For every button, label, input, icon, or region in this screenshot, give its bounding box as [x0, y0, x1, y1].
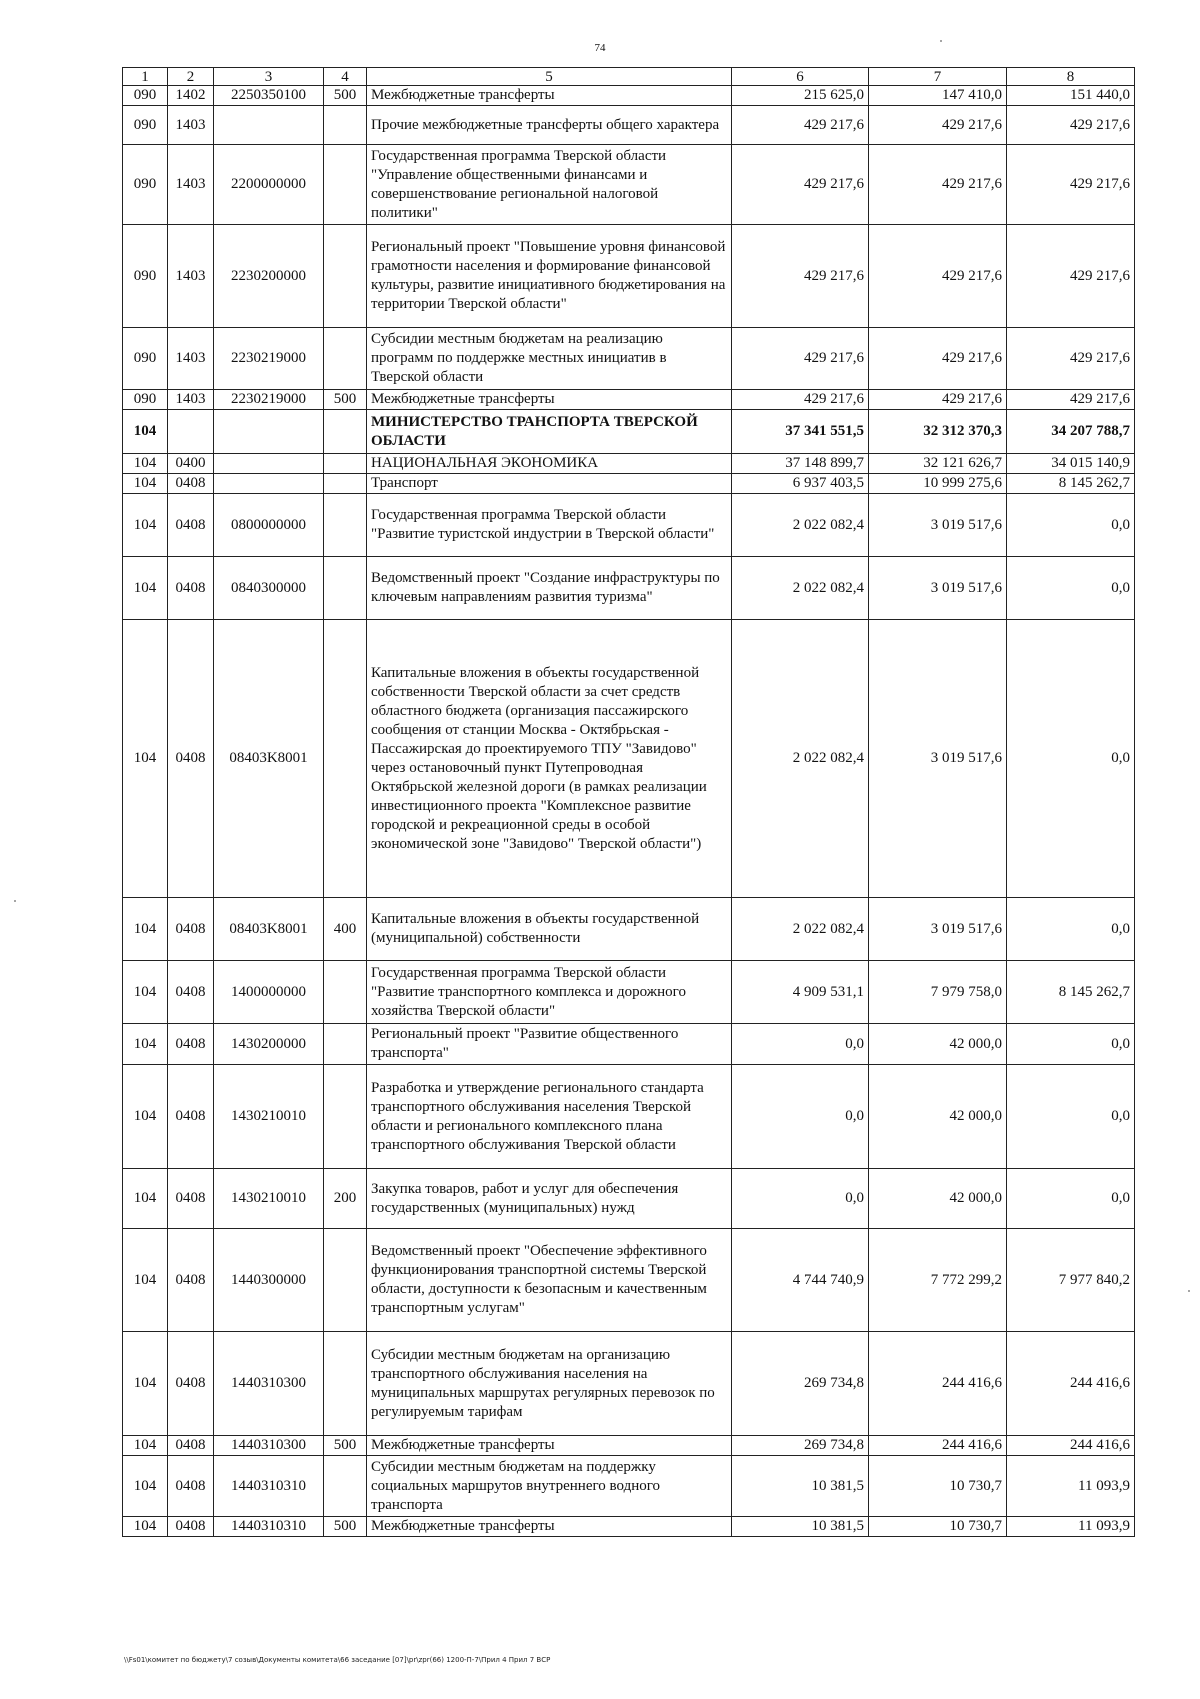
description-cell: Межбюджетные трансферты	[367, 1436, 732, 1456]
amount-col-7-cell: 32 312 370,3	[869, 410, 1007, 454]
amount-col-6-cell: 0,0	[732, 1024, 869, 1065]
amount-col-8-cell: 0,0	[1007, 1024, 1135, 1065]
table-row	[123, 474, 1135, 494]
ministry-code-cell: 104	[123, 1456, 168, 1517]
amount-col-6-cell: 37 341 551,5	[732, 410, 869, 454]
target-article-cell: 2230219000	[214, 328, 324, 390]
ministry-code-cell: 104	[123, 410, 168, 454]
ministry-code-cell: 104	[123, 620, 168, 898]
amount-col-6-cell: 429 217,6	[732, 328, 869, 390]
column-header-1: 1	[123, 68, 168, 86]
amount-col-7-cell: 42 000,0	[869, 1024, 1007, 1065]
amount-col-6-cell: 6 937 403,5	[732, 474, 869, 494]
target-article-cell	[214, 454, 324, 474]
amount-col-6-cell: 2 022 082,4	[732, 898, 869, 961]
section-code-cell: 0408	[168, 1456, 214, 1517]
table-body	[123, 86, 1135, 1537]
table-row	[123, 390, 1135, 410]
column-header-6: 6	[732, 68, 869, 86]
amount-col-8-cell: 0,0	[1007, 1065, 1135, 1169]
amount-col-8-cell: 429 217,6	[1007, 106, 1135, 145]
expense-type-cell	[324, 1332, 367, 1436]
description-cell: Межбюджетные трансферты	[367, 1517, 732, 1537]
expense-type-cell	[324, 145, 367, 225]
amount-col-7-cell: 3 019 517,6	[869, 620, 1007, 898]
table-row	[123, 1332, 1135, 1436]
amount-col-8-cell: 244 416,6	[1007, 1332, 1135, 1436]
description-cell: Капитальные вложения в объекты государственной собственности Тверской области за счет средств областного бюджета (организация пассажирского сообщения от станции Москва - Октябрьская - Пассажирская до проектируемого ТПУ "Завидово" через остановочный пункт Путепроводная Октябрьской железной дороги (в рамках реализации инвестиционного проекта "Комплексное развитие городской и рекреационной среды в особой экономической зоне "Завидово" Тверской области")	[367, 620, 732, 898]
target-article-cell: 1430210010	[214, 1065, 324, 1169]
expense-type-cell	[324, 474, 367, 494]
ministry-code-cell: 104	[123, 1229, 168, 1332]
amount-col-6-cell: 429 217,6	[732, 145, 869, 225]
section-code-cell: 1403	[168, 145, 214, 225]
amount-col-7-cell: 244 416,6	[869, 1332, 1007, 1436]
target-article-cell: 0840300000	[214, 557, 324, 620]
amount-col-8-cell: 0,0	[1007, 557, 1135, 620]
ministry-code-cell: 090	[123, 390, 168, 410]
target-article-cell: 08403K8001	[214, 620, 324, 898]
expense-type-cell: 500	[324, 1517, 367, 1537]
amount-col-6-cell: 0,0	[732, 1169, 869, 1229]
table-row	[123, 225, 1135, 328]
scan-speck	[14, 900, 16, 902]
description-cell: Прочие межбюджетные трансферты общего характера	[367, 106, 732, 145]
amount-col-8-cell: 34 015 140,9	[1007, 454, 1135, 474]
target-article-cell: 1440310300	[214, 1332, 324, 1436]
amount-col-6-cell: 215 625,0	[732, 86, 869, 106]
expense-type-cell	[324, 1024, 367, 1065]
expense-type-cell	[324, 557, 367, 620]
budget-table	[122, 67, 1135, 1537]
target-article-cell: 1440300000	[214, 1229, 324, 1332]
amount-col-6-cell: 37 148 899,7	[732, 454, 869, 474]
amount-col-8-cell: 429 217,6	[1007, 145, 1135, 225]
section-code-cell: 1403	[168, 328, 214, 390]
table-row	[123, 1456, 1135, 1517]
amount-col-7-cell: 244 416,6	[869, 1436, 1007, 1456]
description-cell: Государственная программа Тверской области "Развитие транспортного комплекса и дорожного хозяйства Тверской области"	[367, 961, 732, 1024]
expense-type-cell: 500	[324, 390, 367, 410]
expense-type-cell	[324, 328, 367, 390]
description-cell: Межбюджетные трансферты	[367, 390, 732, 410]
table-row	[123, 898, 1135, 961]
amount-col-6-cell: 4 744 740,9	[732, 1229, 869, 1332]
ministry-code-cell: 090	[123, 106, 168, 145]
amount-col-8-cell: 0,0	[1007, 620, 1135, 898]
amount-col-7-cell: 10 730,7	[869, 1517, 1007, 1537]
table-row	[123, 86, 1135, 106]
column-header-5: 5	[367, 68, 732, 86]
column-header-4: 4	[324, 68, 367, 86]
ministry-code-cell: 104	[123, 557, 168, 620]
amount-col-7-cell: 3 019 517,6	[869, 557, 1007, 620]
expense-type-cell: 500	[324, 86, 367, 106]
expense-type-cell	[324, 1229, 367, 1332]
amount-col-8-cell: 429 217,6	[1007, 390, 1135, 410]
ministry-code-cell: 104	[123, 898, 168, 961]
ministry-code-cell: 104	[123, 961, 168, 1024]
section-code-cell: 0408	[168, 494, 214, 557]
section-code-cell: 1403	[168, 106, 214, 145]
amount-col-7-cell: 147 410,0	[869, 86, 1007, 106]
description-cell: Региональный проект "Повышение уровня финансовой грамотности населения и формирование финансовой культуры, развитие инициативного бюджетирования на территории Тверской области"	[367, 225, 732, 328]
target-article-cell: 2230219000	[214, 390, 324, 410]
expense-type-cell	[324, 225, 367, 328]
section-code-cell: 0408	[168, 1332, 214, 1436]
ministry-code-cell: 090	[123, 86, 168, 106]
amount-col-7-cell: 429 217,6	[869, 225, 1007, 328]
table-row	[123, 1436, 1135, 1456]
table-row	[123, 410, 1135, 454]
amount-col-7-cell: 429 217,6	[869, 145, 1007, 225]
amount-col-8-cell: 0,0	[1007, 1169, 1135, 1229]
amount-col-6-cell: 4 909 531,1	[732, 961, 869, 1024]
column-header-8: 8	[1007, 68, 1135, 86]
ministry-code-cell: 090	[123, 328, 168, 390]
amount-col-6-cell: 2 022 082,4	[732, 620, 869, 898]
target-article-cell: 1400000000	[214, 961, 324, 1024]
ministry-code-cell: 104	[123, 1065, 168, 1169]
amount-col-6-cell: 2 022 082,4	[732, 494, 869, 557]
column-header-3: 3	[214, 68, 324, 86]
table-row	[123, 454, 1135, 474]
expense-type-cell	[324, 410, 367, 454]
table-row	[123, 1169, 1135, 1229]
amount-col-8-cell: 244 416,6	[1007, 1436, 1135, 1456]
target-article-cell	[214, 410, 324, 454]
amount-col-7-cell: 429 217,6	[869, 106, 1007, 145]
amount-col-8-cell: 11 093,9	[1007, 1517, 1135, 1537]
expense-type-cell	[324, 454, 367, 474]
target-article-cell: 2230200000	[214, 225, 324, 328]
description-cell: Субсидии местным бюджетам на организацию транспортного обслуживания населения на муниципальных маршрутах регулярных перевозок по регулируемым тарифам	[367, 1332, 732, 1436]
ministry-code-cell: 104	[123, 454, 168, 474]
amount-col-8-cell: 429 217,6	[1007, 328, 1135, 390]
section-code-cell: 1402	[168, 86, 214, 106]
description-cell: Разработка и утверждение регионального стандарта транспортного обслуживания населения Тверской области и регионального комплексного плана транспортного обслуживания Тверской области	[367, 1065, 732, 1169]
target-article-cell	[214, 106, 324, 145]
file-path-footer: \\Fs01\комитет по бюджету\7 созыв\Документы комитета\66 заседание [07]\pr\zpr(66) 1200-П-7\Прил 4 Прил 7 ВСР	[124, 1656, 551, 1664]
section-code-cell: 0408	[168, 1169, 214, 1229]
section-code-cell: 0408	[168, 557, 214, 620]
amount-col-8-cell: 8 145 262,7	[1007, 961, 1135, 1024]
description-cell: МИНИСТЕРСТВО ТРАНСПОРТА ТВЕРСКОЙ ОБЛАСТИ	[367, 410, 732, 454]
description-cell: Ведомственный проект "Создание инфраструктуры по ключевым направлениям развития туризма"	[367, 557, 732, 620]
target-article-cell: 1440310310	[214, 1517, 324, 1537]
description-cell: Государственная программа Тверской области "Управление общественными финансами и совершенствование региональной налоговой политики"	[367, 145, 732, 225]
amount-col-6-cell: 10 381,5	[732, 1517, 869, 1537]
amount-col-7-cell: 42 000,0	[869, 1169, 1007, 1229]
amount-col-6-cell: 429 217,6	[732, 390, 869, 410]
amount-col-6-cell: 2 022 082,4	[732, 557, 869, 620]
description-cell: Субсидии местным бюджетам на реализацию программ по поддержке местных инициатив в Тверской области	[367, 328, 732, 390]
expense-type-cell: 400	[324, 898, 367, 961]
section-code-cell: 0408	[168, 898, 214, 961]
table-row	[123, 145, 1135, 225]
ministry-code-cell: 104	[123, 494, 168, 557]
target-article-cell: 1440310310	[214, 1456, 324, 1517]
amount-col-7-cell: 42 000,0	[869, 1065, 1007, 1169]
target-article-cell	[214, 474, 324, 494]
amount-col-8-cell: 0,0	[1007, 898, 1135, 961]
table-row	[123, 961, 1135, 1024]
table-row	[123, 557, 1135, 620]
table-row	[123, 1517, 1135, 1537]
amount-col-7-cell: 10 730,7	[869, 1456, 1007, 1517]
target-article-cell: 08403K8001	[214, 898, 324, 961]
table-row	[123, 1065, 1135, 1169]
section-code-cell	[168, 410, 214, 454]
section-code-cell: 0408	[168, 1229, 214, 1332]
amount-col-8-cell: 0,0	[1007, 494, 1135, 557]
amount-col-6-cell: 10 381,5	[732, 1456, 869, 1517]
amount-col-8-cell: 7 977 840,2	[1007, 1229, 1135, 1332]
description-cell: Региональный проект "Развитие общественного транспорта"	[367, 1024, 732, 1065]
page-number: 74	[594, 42, 606, 54]
section-code-cell: 1403	[168, 390, 214, 410]
target-article-cell: 1430200000	[214, 1024, 324, 1065]
expense-type-cell	[324, 1456, 367, 1517]
table-row	[123, 328, 1135, 390]
table-row	[123, 1024, 1135, 1065]
amount-col-6-cell: 269 734,8	[732, 1436, 869, 1456]
amount-col-8-cell: 34 207 788,7	[1007, 410, 1135, 454]
expense-type-cell	[324, 620, 367, 898]
expense-type-cell	[324, 961, 367, 1024]
ministry-code-cell: 090	[123, 145, 168, 225]
scan-speck	[1188, 1290, 1190, 1292]
description-cell: НАЦИОНАЛЬНАЯ ЭКОНОМИКА	[367, 454, 732, 474]
amount-col-7-cell: 7 772 299,2	[869, 1229, 1007, 1332]
description-cell: Ведомственный проект "Обеспечение эффективного функционирования транспортной системы Тверской области, доступности к безопасным и качественным транспортным услугам"	[367, 1229, 732, 1332]
amount-col-7-cell: 7 979 758,0	[869, 961, 1007, 1024]
description-cell: Закупка товаров, работ и услуг для обеспечения государственных (муниципальных) нужд	[367, 1169, 732, 1229]
section-code-cell: 0408	[168, 961, 214, 1024]
ministry-code-cell: 104	[123, 474, 168, 494]
amount-col-8-cell: 11 093,9	[1007, 1456, 1135, 1517]
section-code-cell: 0408	[168, 620, 214, 898]
target-article-cell: 2200000000	[214, 145, 324, 225]
description-cell: Капитальные вложения в объекты государственной (муниципальной) собственности	[367, 898, 732, 961]
section-code-cell: 1403	[168, 225, 214, 328]
expense-type-cell: 200	[324, 1169, 367, 1229]
amount-col-8-cell: 429 217,6	[1007, 225, 1135, 328]
table-row	[123, 494, 1135, 557]
amount-col-6-cell: 429 217,6	[732, 106, 869, 145]
amount-col-7-cell: 10 999 275,6	[869, 474, 1007, 494]
section-code-cell: 0408	[168, 474, 214, 494]
ministry-code-cell: 104	[123, 1024, 168, 1065]
expense-type-cell: 500	[324, 1436, 367, 1456]
expense-type-cell	[324, 494, 367, 557]
expense-type-cell	[324, 106, 367, 145]
amount-col-7-cell: 3 019 517,6	[869, 898, 1007, 961]
amount-col-6-cell: 269 734,8	[732, 1332, 869, 1436]
description-cell: Субсидии местным бюджетам на поддержку социальных маршрутов внутреннего водного транспорта	[367, 1456, 732, 1517]
section-code-cell: 0408	[168, 1065, 214, 1169]
amount-col-7-cell: 3 019 517,6	[869, 494, 1007, 557]
ministry-code-cell: 104	[123, 1169, 168, 1229]
table-header-row	[123, 68, 1135, 86]
amount-col-6-cell: 0,0	[732, 1065, 869, 1169]
target-article-cell: 1430210010	[214, 1169, 324, 1229]
description-cell: Межбюджетные трансферты	[367, 86, 732, 106]
section-code-cell: 0408	[168, 1436, 214, 1456]
section-code-cell: 0400	[168, 454, 214, 474]
table-row	[123, 106, 1135, 145]
amount-col-8-cell: 151 440,0	[1007, 86, 1135, 106]
target-article-cell: 2250350100	[214, 86, 324, 106]
amount-col-8-cell: 8 145 262,7	[1007, 474, 1135, 494]
amount-col-7-cell: 429 217,6	[869, 328, 1007, 390]
expense-type-cell	[324, 1065, 367, 1169]
table-row	[123, 1229, 1135, 1332]
section-code-cell: 0408	[168, 1024, 214, 1065]
ministry-code-cell: 090	[123, 225, 168, 328]
scan-speck	[940, 40, 942, 42]
description-cell: Транспорт	[367, 474, 732, 494]
amount-col-7-cell: 429 217,6	[869, 390, 1007, 410]
section-code-cell: 0408	[168, 1517, 214, 1537]
ministry-code-cell: 104	[123, 1332, 168, 1436]
amount-col-7-cell: 32 121 626,7	[869, 454, 1007, 474]
table-row	[123, 620, 1135, 898]
ministry-code-cell: 104	[123, 1517, 168, 1537]
column-header-7: 7	[869, 68, 1007, 86]
description-cell: Государственная программа Тверской области "Развитие туристской индустрии в Тверской области"	[367, 494, 732, 557]
amount-col-6-cell: 429 217,6	[732, 225, 869, 328]
column-header-2: 2	[168, 68, 214, 86]
target-article-cell: 1440310300	[214, 1436, 324, 1456]
target-article-cell: 0800000000	[214, 494, 324, 557]
ministry-code-cell: 104	[123, 1436, 168, 1456]
